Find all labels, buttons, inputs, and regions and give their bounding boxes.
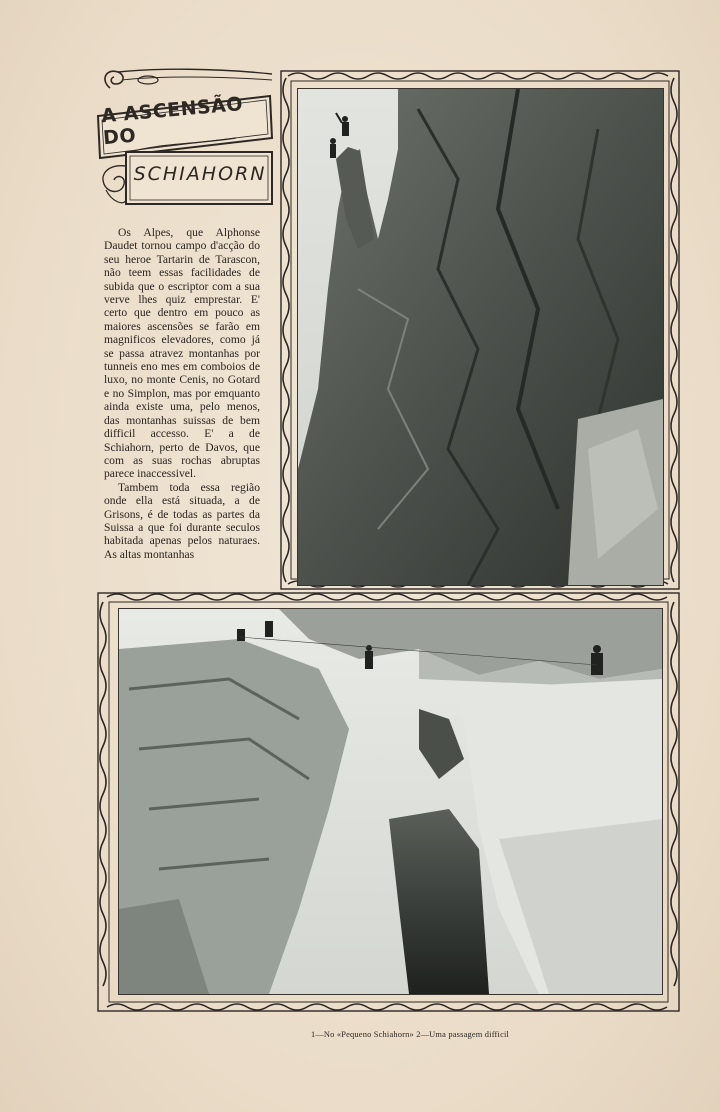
article-title-block [96,66,278,216]
photo-crevasse-passage [118,608,663,995]
title-line-2: SCHIAHORN [133,163,267,185]
title-line-1: A ASCENSÃO DO [100,93,244,150]
article-paragraph-1: Os Alpes, que Alphonse Daudet tornou campo d'acção do seu heroe Tartarin de Tarascon, não teem essas facilidades de subida que o escriptor com a sua verve lhes quiz emprestar. E' certo que dentro em pouco as maiores ascensões se farão em magnificos elevadores, como já se passa atravez montanhas por tunneis eno mes em comboios de luxo, no monte Cenis, no Gotard e no Simplon, mas por emquanto ainda existe uma, pelo menos, das montanhas suissas de bem difficil accesso. E' a de Schiahorn, perto de Davos, que com as suas rochas abruptas parece inaccessivel. [104,226,260,481]
photo-frame-bottom [95,590,682,1014]
photo-schiahorn-climbers [297,88,664,586]
article-body [104,226,260,561]
photo-caption: 1—No «Pequeno Schiahorn» 2—Uma passagem difficil [310,1030,510,1039]
photo-frame-top [278,68,682,592]
photo-2-illustration [119,609,662,994]
article-paragraph-2: Tambem toda essa região onde ella está situada, a de Grisons, é de todas as partes da Suissa a que foi durante seculos habitada apenas pelos naturaes. As altas montanhas [104,480,260,561]
photo-1-illustration [298,89,663,585]
